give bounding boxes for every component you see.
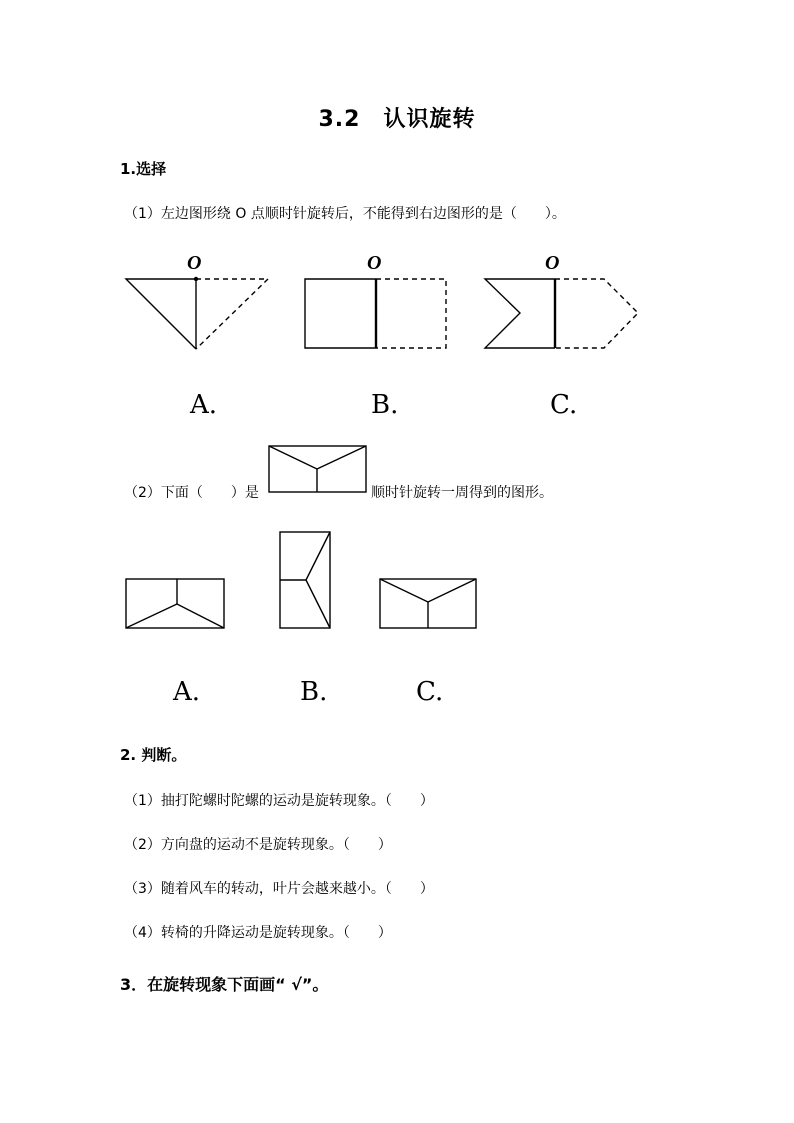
q1-option-c: C. xyxy=(550,390,578,420)
q1a-point-label: O xyxy=(187,252,202,274)
section3-heading: 3．在旋转现象下面画“ √”。 xyxy=(120,975,329,994)
q2-figure-b xyxy=(279,531,333,631)
q2-option-b: B. xyxy=(300,677,328,707)
q2-reference-figure xyxy=(268,445,368,495)
q1-figure-b xyxy=(300,270,460,360)
q1-figure-a xyxy=(120,270,280,360)
q1-option-b: B. xyxy=(371,390,399,420)
judge-item-1: （1）抽打陀螺时陀螺的运动是旋转现象。（ ） xyxy=(124,793,434,809)
page-title: 3.2 认识旋转 xyxy=(318,107,476,132)
q2-figure-a xyxy=(125,578,227,630)
judge-item-2: （2）方向盘的运动不是旋转现象。（ ） xyxy=(124,837,392,853)
q2-option-c: C. xyxy=(416,677,444,707)
section1-heading: 1.选择 xyxy=(120,160,167,178)
q2-figure-c xyxy=(379,578,479,630)
q1b-point-label: O xyxy=(367,252,382,274)
q1-option-a: A. xyxy=(190,390,218,420)
section2-heading: 2. 判断。 xyxy=(120,746,187,764)
judge-item-4: （4）转椅的升降运动是旋转现象。（ ） xyxy=(124,925,392,941)
q2-option-a: A. xyxy=(173,677,201,707)
q1-text: （1）左边图形绕 O 点顺时针旋转后，不能得到右边图形的是（ ）。 xyxy=(124,206,566,222)
q2-text-before: （2）下面（ ）是 xyxy=(124,485,259,501)
q1-figure-c xyxy=(480,270,650,360)
q1c-point-label: O xyxy=(545,252,560,274)
q2-text-after: 顺时针旋转一周得到的图形。 xyxy=(371,485,553,501)
judge-item-3: （3）随着风车的转动，叶片会越来越小。（ ） xyxy=(124,881,434,897)
